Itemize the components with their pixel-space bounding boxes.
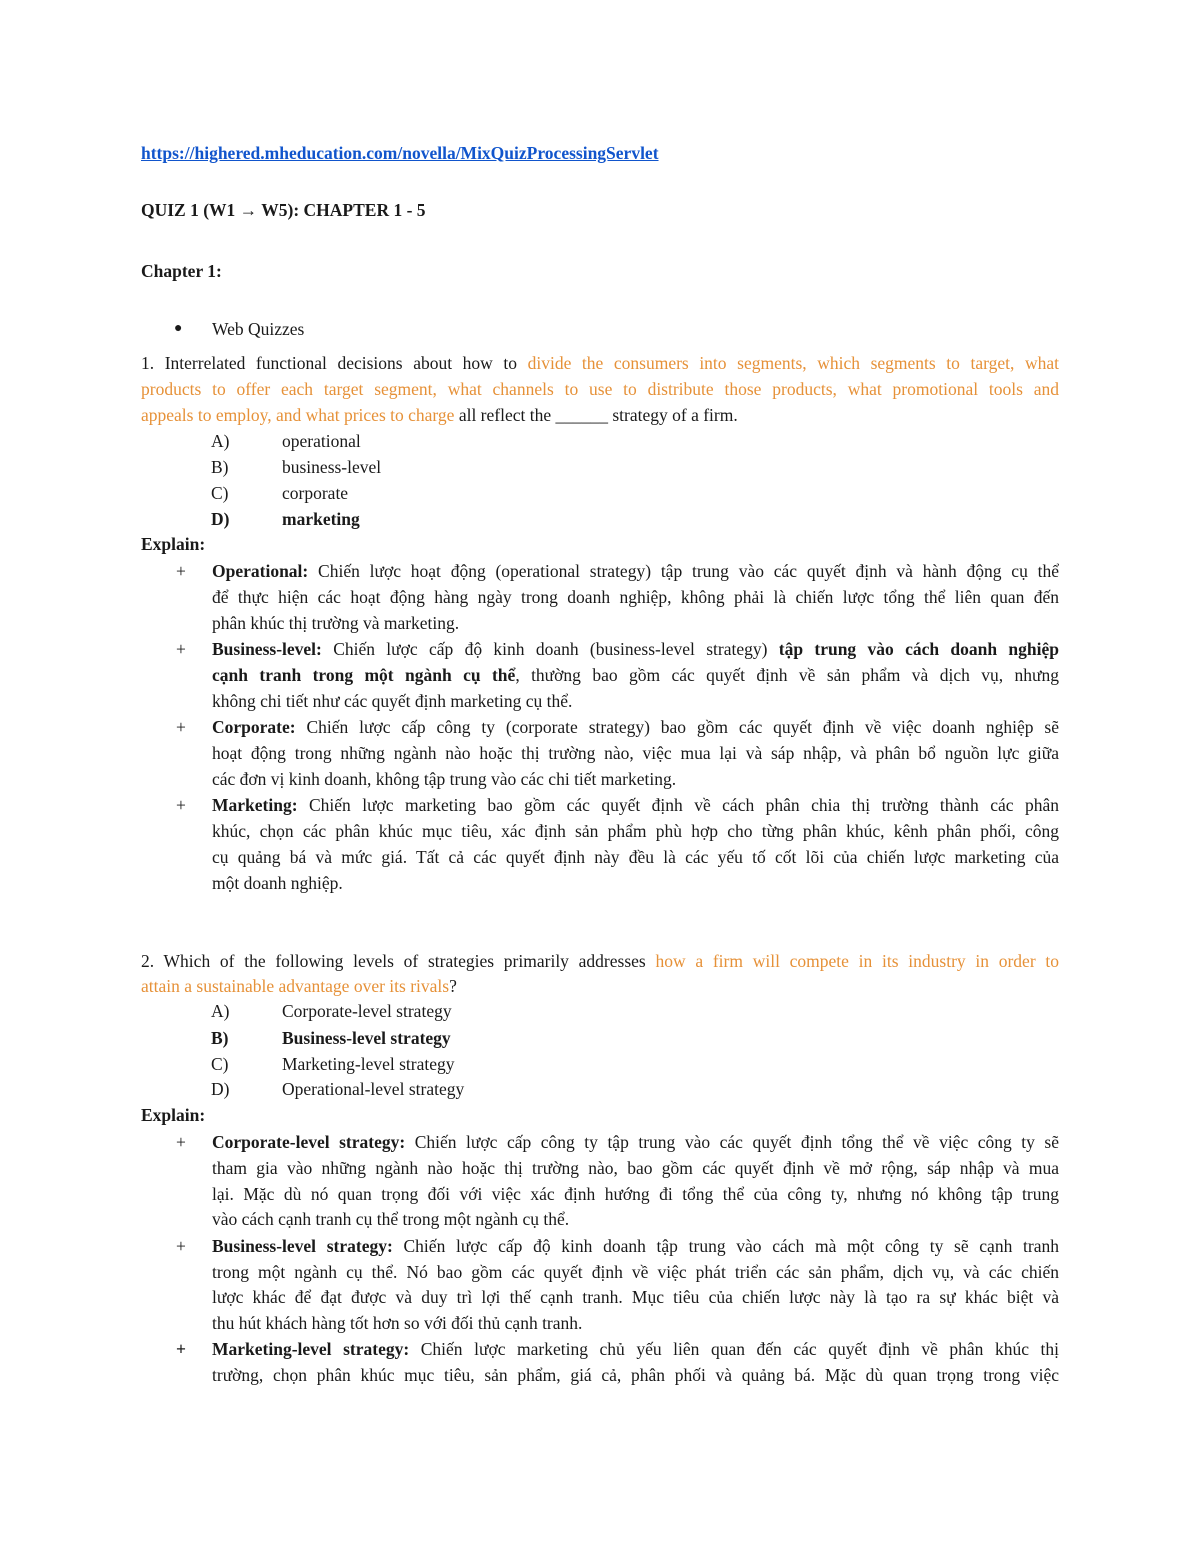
source-url-link[interactable]: https://highered.mheducation.com/novella/MixQuizProcessingServlet bbox=[141, 143, 659, 163]
exp-text: Chiến lược cấp độ kinh doanh tập trung vào cách mà một công ty sẽ cạnh tranh bbox=[392, 1236, 1059, 1256]
q2-stem-highlight: attain a sustainable advantage over its rivals bbox=[141, 976, 450, 996]
q1-stem-text: all reflect the ______ strategy of a firm. bbox=[454, 405, 738, 425]
exp-term: Business-level: bbox=[212, 639, 322, 659]
q1-stem-highlight: appeals to employ, and what prices to charge bbox=[141, 405, 455, 425]
option-text: corporate bbox=[282, 483, 349, 503]
exp-emphasis: cạnh tranh trong một ngành cụ thể bbox=[212, 665, 516, 685]
exp-text: Chiến lược cấp công ty tập trung vào các quyết định tổng thể về việc công ty sẽ bbox=[405, 1132, 1060, 1152]
q1-stem-line1 bbox=[141, 352, 1059, 374]
plus-bullet-icon: + bbox=[176, 561, 186, 581]
q1-exp1-line2: để thực hiện các hoạt động hàng ngày trong doanh nghiệp, không phải là chiến lược tổng thể liên quan đến bbox=[212, 587, 1059, 607]
q1-stem-highlight: products to offer each target segment, what channels to use to distribute those products, what promotional tools and bbox=[141, 379, 1059, 399]
option-letter: C) bbox=[211, 1054, 229, 1074]
q2-exp2-line3: lược khác để đạt được và duy trì lợi thế cạnh tranh. Mục tiêu của chiến lược này là tạo ra sự khác biệt và bbox=[212, 1287, 1059, 1307]
option-letter: B) bbox=[211, 457, 229, 477]
option-letter: D) bbox=[211, 509, 230, 529]
q2-exp1-line1 bbox=[212, 1131, 1059, 1153]
option-text: Business-level strategy bbox=[282, 1028, 451, 1048]
exp-term: Corporate-level strategy: bbox=[212, 1132, 406, 1152]
exp-term: Operational: bbox=[212, 561, 309, 581]
q1-exp3-line2: hoạt động trong những ngành nào hoặc thị trường nào, việc mua lại và sáp nhập, và phân bổ nguồn lực giữa bbox=[212, 743, 1059, 763]
option-letter: A) bbox=[211, 1001, 230, 1021]
option-letter: C) bbox=[211, 483, 229, 503]
exp-text: , thường bao gồm các quyết định về sản phẩm và dịch vụ, nhưng bbox=[515, 665, 1059, 685]
option-letter: A) bbox=[211, 431, 230, 451]
option-text: Corporate-level strategy bbox=[282, 1001, 452, 1021]
q1-stem-text: 1. Interrelated functional decisions about how to bbox=[141, 353, 528, 373]
q2-exp2-line2: trong một ngành cụ thể. Nó bao gồm các quyết định về việc phát triển các sản phẩm, dịch vụ, và các chiến bbox=[212, 1262, 1059, 1282]
q1-exp1-line3: phân khúc thị trường và marketing. bbox=[212, 613, 460, 633]
option-text: Marketing-level strategy bbox=[282, 1054, 455, 1074]
option-letter: D) bbox=[211, 1079, 230, 1099]
q1-exp4-line2: khúc, chọn các phân khúc mục tiêu, xác định sản phẩm phù hợp cho từng phân khúc, kênh phân phối, công bbox=[212, 821, 1059, 841]
q1-exp3-line3: các đơn vị kinh doanh, không tập trung vào các chi tiết marketing. bbox=[212, 769, 677, 789]
exp-term: Corporate: bbox=[212, 717, 296, 737]
q1-exp1-line1 bbox=[212, 560, 1059, 582]
q1-stem-line3 bbox=[141, 404, 738, 426]
q2-exp1-line3: lại. Mặc dù nó quan trọng đối với việc xác định hướng đi tổng thể của công ty, nhưng nó không tập trung bbox=[212, 1184, 1059, 1204]
chapter-heading: Chapter 1: bbox=[141, 261, 222, 281]
q1-stem-line2 bbox=[141, 378, 1059, 400]
q2-exp3-line2: trường, chọn phân khúc mục tiêu, sản phẩm, giá cả, phân phối và quảng bá. Mặc dù quan trọng trong việc bbox=[212, 1365, 1059, 1385]
q1-exp2-line2 bbox=[212, 664, 1059, 686]
plus-bullet-icon: + bbox=[176, 1132, 186, 1152]
quiz-title: QUIZ 1 (W1 → W5): CHAPTER 1 - 5 bbox=[141, 200, 426, 220]
exp-term: Business-level strategy: bbox=[212, 1236, 393, 1256]
q1-explain-label: Explain: bbox=[141, 534, 206, 554]
option-letter: B) bbox=[211, 1028, 229, 1048]
q2-stem-text: ? bbox=[449, 976, 457, 996]
q1-stem-highlight: divide the consumers into segments, which segments to target, what bbox=[527, 353, 1059, 373]
exp-text: Chiến lược marketing bao gồm các quyết định về cách phân chia thị trường thành các phân bbox=[297, 795, 1059, 815]
plus-bullet-icon: + bbox=[176, 639, 186, 659]
q2-exp1-line2: tham gia vào những ngành nào hoặc thị trường nào, bao gồm các quyết định về mở rộng, sáp nhập và mua bbox=[212, 1158, 1059, 1178]
q1-exp2-line1 bbox=[212, 638, 1059, 660]
q2-stem-highlight: how a firm will compete in its industry in order to bbox=[655, 951, 1059, 971]
bullet-text: Web Quizzes bbox=[212, 319, 305, 339]
exp-emphasis: tập trung vào cách doanh nghiệp bbox=[778, 639, 1059, 659]
plus-bullet-icon: + bbox=[176, 717, 186, 737]
option-text: business-level bbox=[282, 457, 382, 477]
bullet-dot-icon: ● bbox=[174, 321, 183, 336]
q1-exp4-line1 bbox=[212, 794, 1059, 816]
q1-exp3-line1 bbox=[212, 716, 1059, 738]
exp-text: Chiến lược marketing chủ yếu liên quan đến các quyết định về phân khúc thị bbox=[409, 1339, 1060, 1359]
q1-exp2-line3: không chi tiết như các quyết định marketing cụ thể. bbox=[212, 691, 573, 711]
exp-text: Chiến lược hoạt động (operational strategy) tập trung vào các quyết định và hành động cụ thể bbox=[308, 561, 1059, 581]
q2-exp3-line1 bbox=[212, 1338, 1059, 1360]
option-text: marketing bbox=[282, 509, 360, 529]
plus-bullet-icon: + bbox=[176, 1339, 186, 1359]
q1-exp4-line4: một doanh nghiệp. bbox=[212, 873, 343, 893]
q2-stem-line1 bbox=[141, 950, 1059, 972]
exp-text: Chiến lược cấp công ty (corporate strategy) bao gồm các quyết định về việc doanh nghiệp sẽ bbox=[295, 717, 1059, 737]
q2-exp1-line4: vào cách cạnh tranh cụ thể trong một ngành cụ thể. bbox=[212, 1209, 570, 1229]
q1-exp4-line3: cụ quảng bá và mức giá. Tất cả các quyết định này đều là các yếu tố cốt lõi của chiến lược marketing của bbox=[212, 847, 1059, 867]
q2-stem-line2 bbox=[141, 975, 457, 997]
plus-bullet-icon: + bbox=[176, 1236, 186, 1256]
exp-term: Marketing: bbox=[212, 795, 298, 815]
q2-exp2-line4: thu hút khách hàng tốt hơn so với đối thủ cạnh tranh. bbox=[212, 1313, 583, 1333]
q2-exp2-line1 bbox=[212, 1235, 1059, 1257]
option-text: operational bbox=[282, 431, 361, 451]
exp-text: Chiến lược cấp độ kinh doanh (business-level strategy) bbox=[321, 639, 779, 659]
exp-term: Marketing-level strategy: bbox=[212, 1339, 410, 1359]
q2-explain-label: Explain: bbox=[141, 1105, 206, 1125]
option-text: Operational-level strategy bbox=[282, 1079, 465, 1099]
plus-bullet-icon: + bbox=[176, 795, 186, 815]
q2-stem-text: 2. Which of the following levels of strategies primarily addresses bbox=[141, 951, 656, 971]
